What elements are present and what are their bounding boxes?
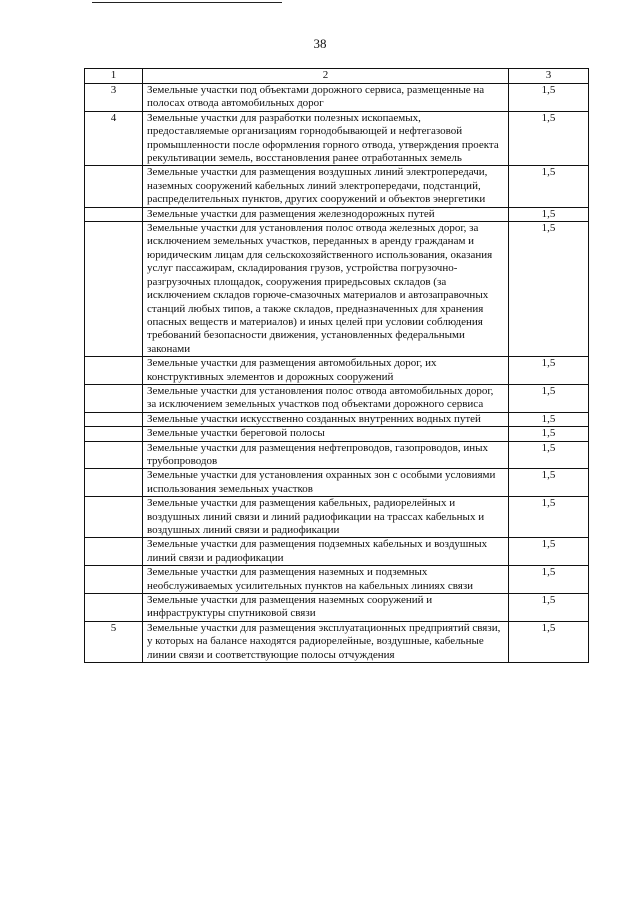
row-number-cell [85,566,143,594]
land-coefficients-table [84,68,589,663]
row-coefficient-cell: 1,5 [509,412,589,426]
row-number-cell [85,538,143,566]
row-coefficient-cell: 1,5 [509,566,589,594]
header-cell-col3: 3 [509,69,589,84]
row-number-cell: 4 [85,111,143,166]
row-coefficient-cell: 1,5 [509,111,589,166]
row-number-cell [85,384,143,412]
table-row [85,594,589,622]
row-number-cell [85,594,143,622]
page-number: 38 [313,36,327,51]
row-number-cell [85,469,143,497]
row-coefficient-cell: 1,5 [509,357,589,385]
row-description-cell: Земельные участки для размещения наземных сооружений и инфраструктуры спутниковой связи [143,594,509,622]
row-description-cell: Земельные участки для установления полос отвода автомобильных дорог, за исключением земельных участков под объектами дорожного сервиса [143,384,509,412]
table-row [85,84,589,112]
row-number-cell [85,441,143,469]
row-description-cell: Земельные участки для размещения воздушных линий электропередачи, наземных сооружений кабельных линий электропередачи, подстанций, распределительных пунктов, других сооружений и объектов энергетики [143,166,509,207]
header-cell-col1: 1 [85,69,143,84]
row-description-cell: Земельные участки для размещения автомобильных дорог, их конструктивных элементов и дорожных сооружений [143,357,509,385]
table-header-row [85,69,589,84]
row-description-cell: Земельные участки для установления полос отвода железных дорог, за исключением земельных участков, переданных в аренду гражданам и юридическим лицам для сельскохозяйственного использования, оказания услуг пассажирам, складирования грузов, устройства погрузочно-разгрузочных площадок, сооружения приредьсовых складов (за исключением складов горюче-смазочных материалов и автозаправочных станций любых типов, а также складов, предназначенных для хранения опасных веществ и материалов) и иных целей при условии соблюдения требований безопасности движения, установленных федеральными законами [143,222,509,357]
table-row [85,207,589,221]
table-row [85,538,589,566]
row-description-cell: Земельные участки для размещения железнодорожных путей [143,207,509,221]
row-number-cell [85,222,143,357]
row-description-cell: Земельные участки для размещения нефтепроводов, газопроводов, иных трубопроводов [143,441,509,469]
header-cell-col2: 2 [143,69,509,84]
row-coefficient-cell: 1,5 [509,384,589,412]
row-number-cell: 5 [85,621,143,662]
table-row [85,469,589,497]
row-coefficient-cell: 1,5 [509,427,589,441]
table-row [85,384,589,412]
table-row [85,166,589,207]
row-description-cell: Земельные участки для размещения эксплуатационных предприятий связи, у которых на балансе находятся радиорелейные, воздушные, кабельные линии связи и соответствующие полосы отчуждения [143,621,509,662]
row-coefficient-cell: 1,5 [509,166,589,207]
row-description-cell: Земельные участки искусственно созданных внутренних водных путей [143,412,509,426]
table-row [85,111,589,166]
table-row [85,441,589,469]
row-number-cell [85,207,143,221]
row-coefficient-cell: 1,5 [509,469,589,497]
table-row [85,412,589,426]
row-coefficient-cell: 1,5 [509,594,589,622]
row-description-cell: Земельные участки береговой полосы [143,427,509,441]
table-row [85,222,589,357]
row-number-cell [85,497,143,538]
row-coefficient-cell: 1,5 [509,621,589,662]
row-coefficient-cell: 1,5 [509,538,589,566]
row-number-cell [85,427,143,441]
table-row [85,427,589,441]
top-rule [92,2,282,3]
row-description-cell: Земельные участки для размещения подземных кабельных и воздушных линий связи и радиофикации [143,538,509,566]
row-coefficient-cell: 1,5 [509,84,589,112]
table-row [85,621,589,662]
row-description-cell: Земельные участки для установления охранных зон с особыми условиями использования земельных участков [143,469,509,497]
table-row [85,357,589,385]
row-number-cell [85,357,143,385]
row-coefficient-cell: 1,5 [509,441,589,469]
row-number-cell: 3 [85,84,143,112]
row-number-cell [85,412,143,426]
row-coefficient-cell: 1,5 [509,222,589,357]
row-coefficient-cell: 1,5 [509,207,589,221]
row-number-cell [85,166,143,207]
row-description-cell: Земельные участки под объектами дорожного сервиса, размещенные на полосах отвода автомобильных дорог [143,84,509,112]
row-description-cell: Земельные участки для разработки полезных ископаемых, предоставляемые организациям горнодобывающей и нефтегазовой промышленности после оформления горного отвода, утверждения проекта рекультивации земель, восстановления ранее отработанных земель [143,111,509,166]
row-coefficient-cell: 1,5 [509,497,589,538]
row-description-cell: Земельные участки для размещения наземных и подземных необслуживаемых усилительных пунктов на кабельных линиях связи [143,566,509,594]
table-row [85,566,589,594]
table-row [85,497,589,538]
row-description-cell: Земельные участки для размещения кабельных, радиорелейных и воздушных линий связи и линий радиофикации на трассах кабельных и воздушных линий связи и радиофикации [143,497,509,538]
